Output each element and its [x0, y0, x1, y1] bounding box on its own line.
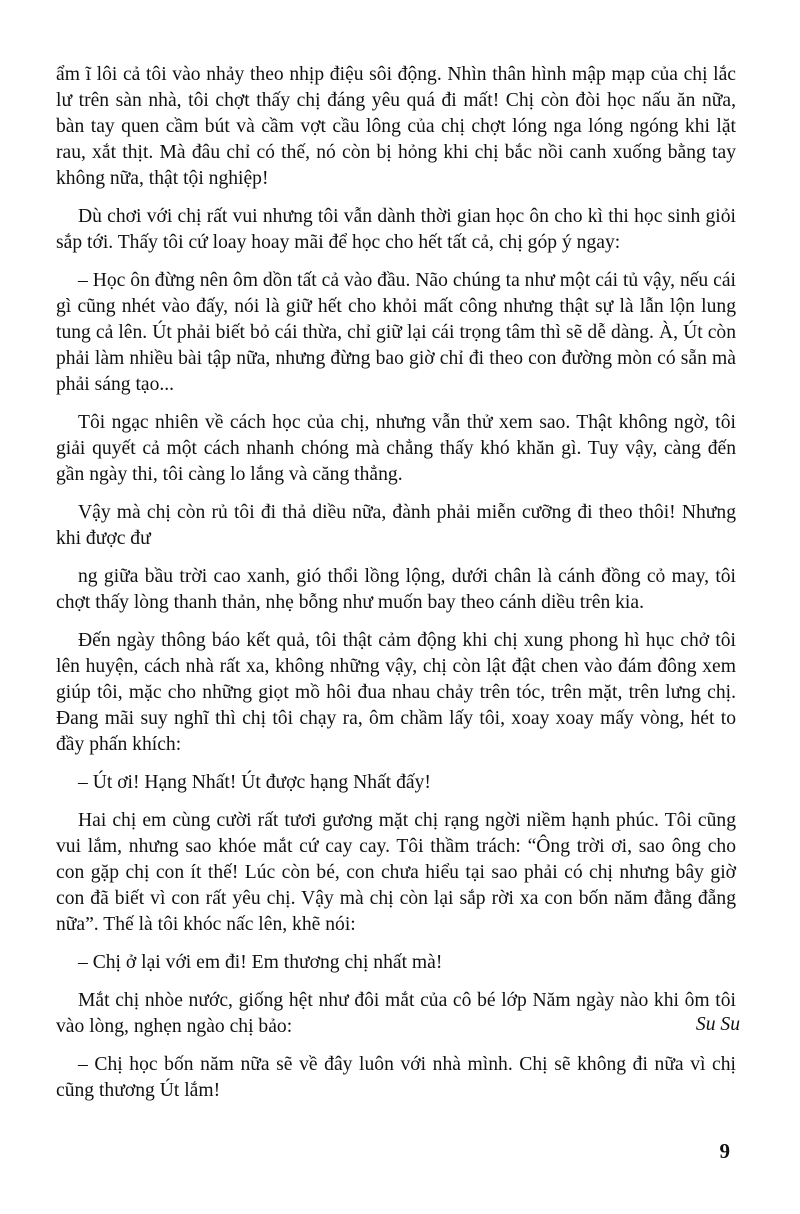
paragraph-5: Vậy mà chị còn rủ tôi đi thả diều nữa, đành phải miễn cưỡng đi theo thôi! Nhưng khi được đư: [56, 502, 736, 549]
author-signature: Su Su: [695, 1014, 740, 1035]
paragraph-12: – Chị học bốn năm nữa sẽ về đây luôn với nhà mình. Chị sẽ không đi nữa vì chị cũng thương Út lắm!: [56, 1054, 736, 1101]
story-text: [56, 62, 736, 1104]
paragraph-4: Tôi ngạc nhiên về cách học của chị, nhưng vẫn thử xem sao. Thật không ngờ, tôi giải quyết cả một cách nhanh chóng mà chẳng thấy khó khăn gì. Tuy vậy, càng đến gần ngày thi, tôi càng lo lắng và căng thẳng.: [56, 412, 736, 485]
paragraph-7: Đến ngày thông báo kết quả, tôi thật cảm động khi chị xung phong hì hục chở tôi lên huyện, cách nhà rất xa, không những vậy, chị còn lật đật chen vào đám đông xem giúp tôi, mặc cho những giọt mồ hôi đua nhau chảy trên tóc, trên mặt, trên lưng chị. Đang mãi suy nghĩ thì chị tôi chạy ra, ôm chầm lấy tôi, xoay xoay mấy vòng, hét to đầy phấn khích:: [56, 630, 736, 755]
page-number: 9: [719, 1139, 730, 1163]
paragraph-8: – Út ơi! Hạng Nhất! Út được hạng Nhất đấy!: [78, 772, 431, 793]
paragraph-9: Hai chị em cùng cười rất tươi gương mặt chị rạng ngời niềm hạnh phúc. Tôi cũng vui lắm, nhưng sao khóe mắt cứ cay cay. Tôi thầm trách: “Ông trời ơi, sao ông cho con gặp chị con ít thế! Lúc còn bé, con chưa hiểu tại sao phải có chị nhưng bây giờ con đã biết vì con rất yêu chị. Vậy mà chị còn lại sắp rời xa con bốn năm đằng đẵng nữa”. Thế là tôi khóc nấc lên, khẽ nói:: [56, 810, 736, 935]
paragraph-11: Mắt chị nhòe nước, giống hệt như đôi mắt của cô bé lớp Năm ngày nào khi ôm tôi vào lòng, nghẹn ngào chị bảo:: [56, 990, 736, 1037]
paragraph-6: ng giữa bầu trời cao xanh, gió thổi lồng lộng, dưới chân là cánh đồng cỏ may, tôi chợt thấy lòng thanh thản, nhẹ bỗng như muốn bay theo cánh diều trên kia.: [56, 566, 736, 613]
paragraph-1: ẩm ĩ lôi cả tôi vào nhảy theo nhịp điệu sôi động. Nhìn thân hình mập mạp của chị lắc lư trên sàn nhà, tôi chợt thấy chị đáng yêu quá đi mất! Chị còn đòi học nấu ăn nữa, bàn tay quen cầm bút và cầm vợt cầu lông của chị chợt lóng nga lóng ngóng khi lặt rau, xắt thịt. Mà đâu chỉ có thế, nó còn bị hỏng khi chị bắc nồi canh xuống bằng tay không nữa, thật tội nghiệp!: [56, 64, 736, 189]
paragraph-2: Dù chơi với chị rất vui nhưng tôi vẫn dành thời gian học ôn cho kì thi học sinh giỏi sắp tới. Thấy tôi cứ loay hoay mãi để học cho hết tất cả, chị góp ý ngay:: [56, 206, 736, 253]
paragraph-10: – Chị ở lại với em đi! Em thương chị nhất mà!: [78, 952, 443, 973]
paragraph-3: – Học ôn đừng nên ôm dồn tất cả vào đầu. Não chúng ta như một cái tủ vậy, nếu cái gì cũng nhét vào đấy, nói là giữ hết cho khỏi mất công nhưng thật sự là lẫn lộn lung tung cả lên. Út phải biết bỏ cái thừa, chỉ giữ lại cái trọng tâm thì sẽ dễ dàng. À, Út còn phải làm nhiều bài tập nữa, nhưng đừng bao giờ chỉ đi theo con đường mòn có sẵn mà phải sáng tạo...: [56, 270, 736, 395]
